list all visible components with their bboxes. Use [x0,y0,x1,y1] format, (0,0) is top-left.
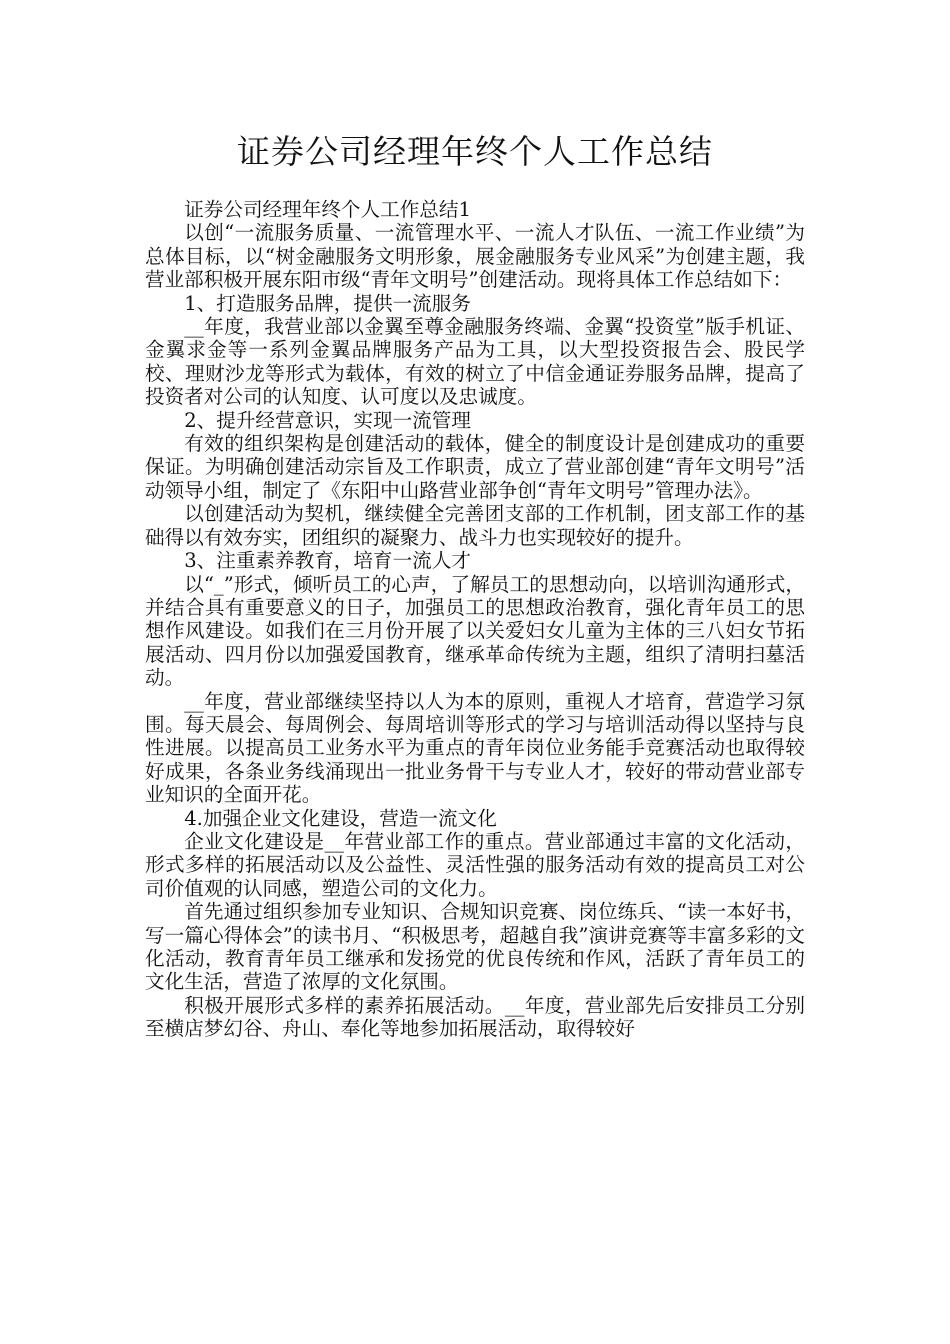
section-heading-1: 1、打造服务品牌，提供一流服务 [184,291,471,315]
document-title: 证券公司经理年终个人工作总结 [237,132,713,171]
body-paragraph: 以“_”形式，倾听员工的心声，了解员工的思想动向，以培训沟通形式，并结合具有重要意义的日子，加强员工的思想政治教育，强化青年员工的思想作风建设。如我们在三月份开展了以关爱妇女儿童为主体的三八妇女节拓展活动、四月份以加强爱国教育，继承革命传统为主题，组织了清明扫墓活动。 [145,572,805,690]
body-paragraph: 首先通过组织参加专业知识、合规知识竞赛、岗位练兵、“读一本好书，写一篇心得体会”的读书月、“积极思考，超越自我”演讲竞赛等丰富多彩的文化活动，教育青年员工继承和发扬党的优良传统和作风，活跃了青年员工的文化生活，营造了浓厚的文化氛围。 [145,900,805,994]
section-heading-3: 3、注重素养教育，培育一流人才 [184,549,471,573]
body-paragraph: 有效的组织架构是创建活动的载体，健全的制度设计是创建成功的重要保证。为明确创建活动宗旨及工作职责，成立了营业部创建“青年文明号”活动领导小组，制定了《东阳中山路营业部争创“青年文明号”管理办法》。 [145,432,805,502]
intro-paragraph: 以创“一流服务质量、一流管理水平、一流人才队伍、一流工作业绩”为总体目标，以“树金融服务文明形象，展金融服务专业风采”为创建主题，我营业部积极开展东阳市级“青年文明号”创建活动。现将具体工作总结如下： [145,221,805,292]
body-paragraph: __年度，我营业部以金翼至尊金融服务终端、金翼“投资堂”版手机证、金翼求金等一系列金翼品牌服务产品为工具，以大型投资报告会、股民学校、理财沙龙等形式为载体，有效的树立了中信金通证券服务品牌，提高了投资者对公司的认知度、认可度以及忠诚度。 [145,315,805,409]
section-heading-2: 2、提升经营意识，实现一流管理 [184,408,471,432]
document-page [145,128,805,1041]
body-paragraph: 积极开展形式多样的素养拓展活动。__年度，营业部先后安排员工分别至横店梦幻谷、舟山、奉化等地参加拓展活动，取得较好 [145,993,805,1041]
body-paragraph: 以创建活动为契机，继续健全完善团支部的工作机制，团支部工作的基础得以有效夯实，团组织的凝聚力、战斗力也实现较好的提升。 [145,502,805,549]
subtitle-paragraph: 证券公司经理年终个人工作总结1 [184,198,471,221]
body-paragraph: 企业文化建设是__年营业部工作的重点。营业部通过丰富的文化活动，形式多样的拓展活动以及公益性、灵活性强的服务活动有效的提高员工对公司价值观的认同感，塑造公司的文化力。 [145,829,805,900]
section-heading-4: 4.加强企业文化建设，营造一流文化 [184,806,497,830]
body-paragraph: __年度，营业部继续坚持以人为本的原则，重视人才培育，营造学习氛围。每天晨会、每周例会、每周培训等形式的学习与培训活动得以坚持与良性进展。以提高员工业务水平为重点的青年岗位业务能手竞赛活动也取得较好成果，各条业务线涌现出一批业务骨干与专业人才，较好的带动营业部专业知识的全面开花。 [145,689,805,807]
